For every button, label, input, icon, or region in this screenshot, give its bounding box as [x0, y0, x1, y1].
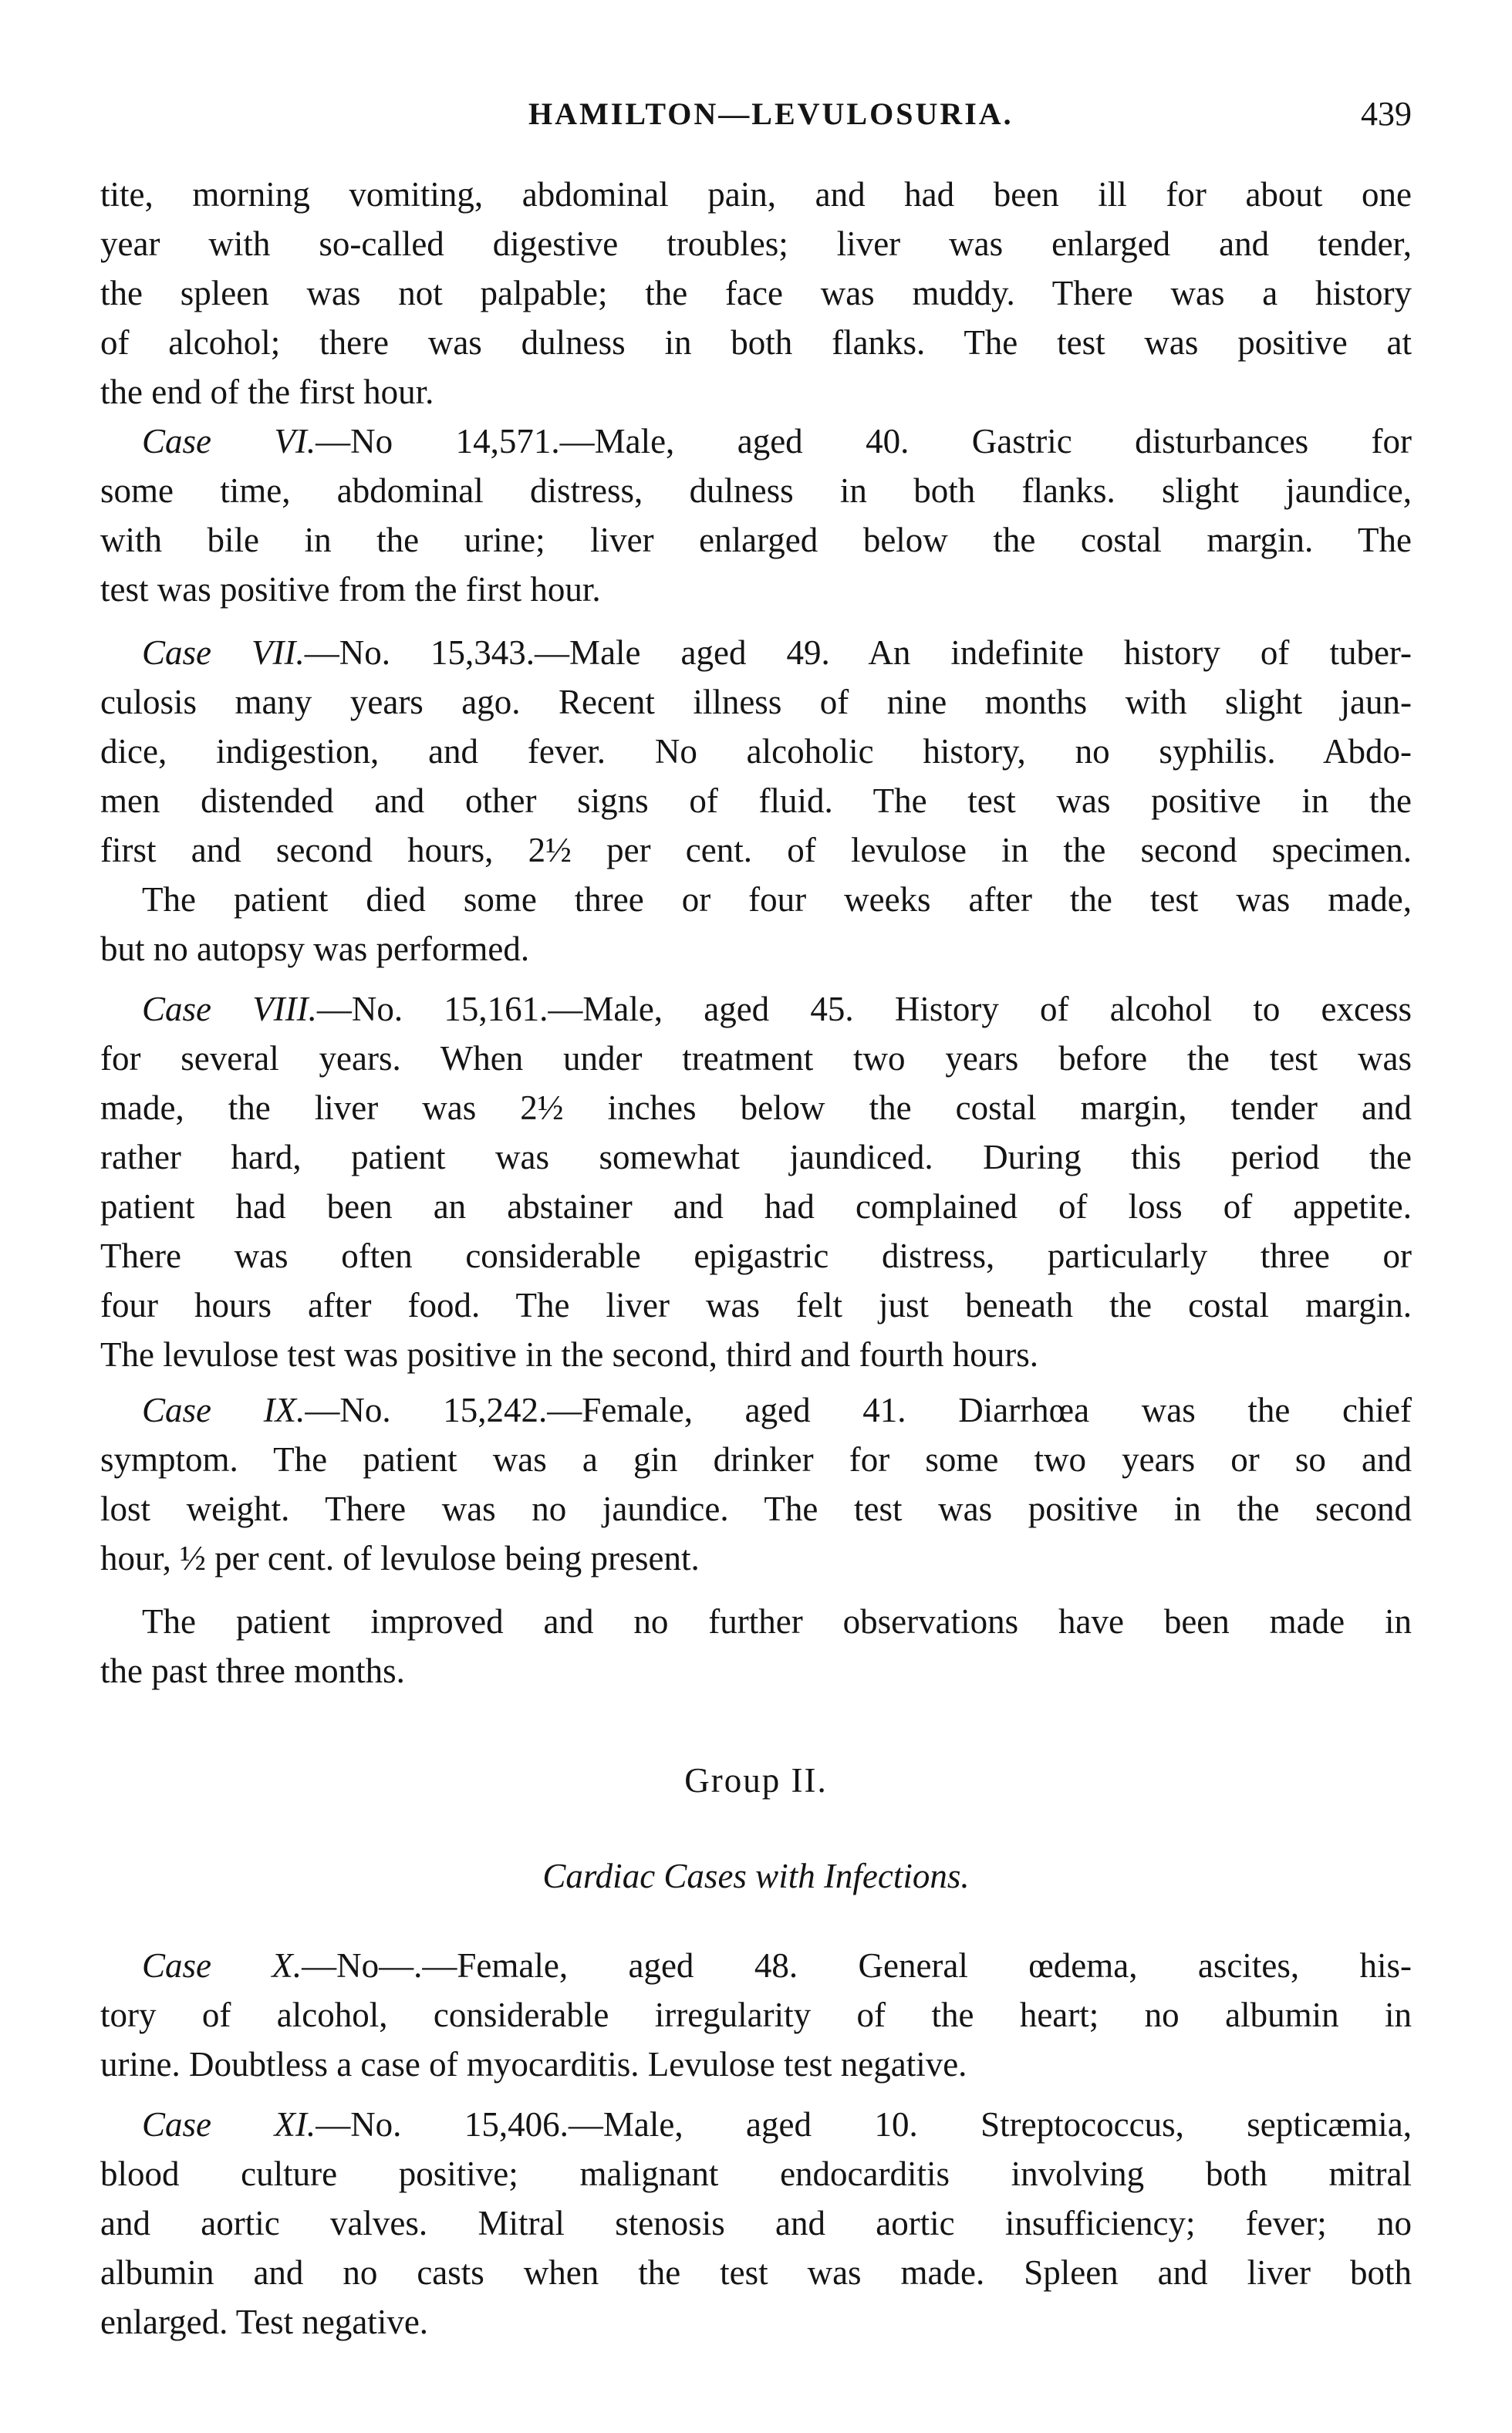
- text-line: enlarged. Test negative.: [100, 2303, 429, 2341]
- case-label: Case XI.: [142, 2105, 316, 2144]
- text-line: men distended and other signs of fluid. The test was positive in the: [100, 781, 1412, 820]
- case-line: [142, 2100, 1412, 2149]
- text-line: hour, ½ per cent. of levulose being present.: [100, 1539, 700, 1578]
- text-line: for several years. When under treatment two years before the test was: [100, 1039, 1412, 1078]
- case-line: [142, 628, 1412, 677]
- text-line: the past three months.: [100, 1652, 405, 1690]
- text-line: symptom. The patient was a gin drinker for some two years or so and: [100, 1440, 1412, 1479]
- case-text: —No. 15,242.—Female, aged 41. Diarrhœa was the chief: [305, 1391, 1412, 1429]
- case-text: —No—.—Female, aged 48. General œdema, ascites, his-: [302, 1946, 1412, 1985]
- case-text: —No 14,571.—Male, aged 40. Gastric disturbances for: [316, 422, 1412, 461]
- text-line: first and second hours, 2½ per cent. of levulose in the second specimen.: [100, 831, 1412, 869]
- text-line: of alcohol; there was dulness in both flanks. The test was positive at: [100, 323, 1412, 362]
- text-line: There was often considerable epigastric distress, particularly three or: [100, 1237, 1412, 1275]
- case-label: Case VIII.: [142, 990, 317, 1028]
- case-line: [142, 1385, 1412, 1435]
- text-line: four hours after food. The liver was felt just beneath the costal margin.: [100, 1286, 1412, 1324]
- case-line: [142, 417, 1412, 466]
- text-line: culosis many years ago. Recent illness of nine months with slight jaun-: [100, 683, 1412, 721]
- page-header: [100, 91, 1412, 137]
- text-line: test was positive from the first hour.: [100, 570, 601, 609]
- case-text: —No. 15,343.—Male aged 49. An indefinite history of tuber-: [304, 633, 1412, 672]
- text-line: with bile in the urine; liver enlarged below the costal margin. The: [100, 521, 1412, 559]
- text-line: The levulose test was positive in the second, third and fourth hours.: [100, 1335, 1039, 1374]
- page-number: 439: [1361, 95, 1412, 133]
- text-line: patient had been an abstainer and had complained of loss of appetite.: [100, 1187, 1412, 1226]
- text-line: The patient died some three or four weeks after the test was made,: [142, 880, 1412, 919]
- text-line: some time, abdominal distress, dulness in both flanks. slight jaundice,: [100, 471, 1412, 510]
- running-head: HAMILTON—LEVULOSURIA.: [528, 96, 1014, 131]
- text-line: the spleen was not palpable; the face was muddy. There was a history: [100, 274, 1412, 312]
- text-line: lost weight. There was no jaundice. The test was positive in the second: [100, 1490, 1412, 1528]
- text-line: tite, morning vomiting, abdominal pain, and had been ill for about one: [100, 175, 1412, 214]
- text-line: the end of the first hour.: [100, 373, 434, 411]
- case-label: Case VII.: [142, 633, 305, 672]
- text-line: The patient improved and no further observations have been made in: [142, 1602, 1412, 1641]
- text-line: albumin and no casts when the test was made. Spleen and liver both: [100, 2253, 1412, 2292]
- case-line: [142, 984, 1412, 1034]
- text-line: but no autopsy was performed.: [100, 930, 530, 968]
- section-subheading: Cardiac Cases with Infections.: [542, 1857, 970, 1895]
- text-line: rather hard, patient was somewhat jaundiced. During this period the: [100, 1138, 1412, 1176]
- text-line: and aortic valves. Mitral stenosis and aortic insufficiency; fever; no: [100, 2204, 1412, 2242]
- text-line: dice, indigestion, and fever. No alcoholic history, no syphilis. Abdo-: [100, 732, 1412, 771]
- case-text: —No. 15,406.—Male, aged 10. Streptococcus, septicæmia,: [316, 2105, 1412, 2144]
- case-label: Case IX.: [142, 1391, 305, 1429]
- case-line: [142, 1941, 1412, 1990]
- case-text: —No. 15,161.—Male, aged 45. History of alcohol to excess: [316, 990, 1412, 1028]
- text-line: made, the liver was 2½ inches below the costal margin, tender and: [100, 1088, 1412, 1127]
- text-line: tory of alcohol, considerable irregularity of the heart; no albumin in: [100, 1996, 1412, 2034]
- text-line: blood culture positive; malignant endocarditis involving both mitral: [100, 2155, 1412, 2193]
- group-heading: Group II.: [684, 1761, 828, 1800]
- text-line: urine. Doubtless a case of myocarditis. Levulose test negative.: [100, 2045, 967, 2084]
- case-label: Case X.: [142, 1946, 302, 1985]
- text-line: year with so-called digestive troubles; liver was enlarged and tender,: [100, 224, 1412, 263]
- case-label: Case VI.: [142, 422, 316, 461]
